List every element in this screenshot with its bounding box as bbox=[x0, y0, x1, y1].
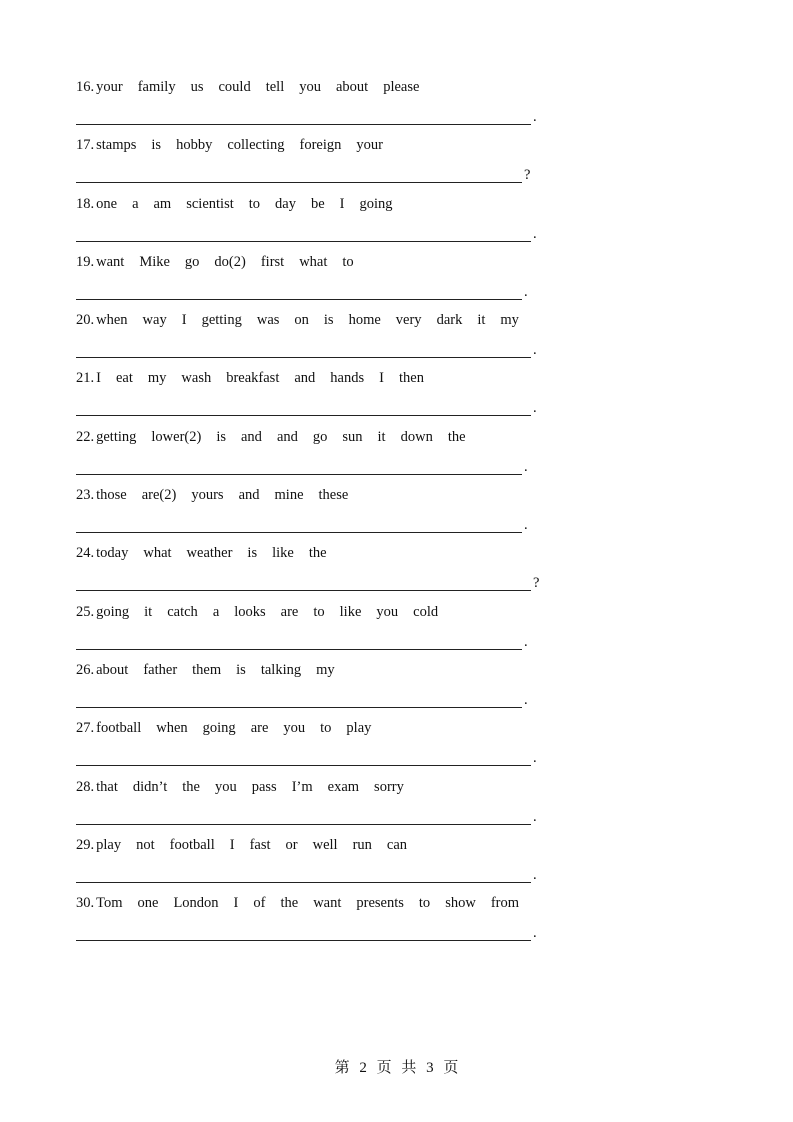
scrambled-word: football bbox=[169, 836, 215, 853]
scrambled-word: presents bbox=[356, 895, 404, 912]
scrambled-word: want bbox=[313, 895, 342, 912]
end-punctuation: . bbox=[524, 283, 528, 300]
scrambled-word: I bbox=[229, 836, 235, 853]
end-punctuation: . bbox=[533, 109, 537, 125]
answer-row bbox=[76, 632, 528, 650]
question-number: 29. bbox=[76, 836, 95, 853]
answer-row bbox=[76, 923, 537, 941]
scrambled-word: the bbox=[447, 428, 466, 445]
scrambled-word: is bbox=[323, 312, 334, 329]
scrambled-word: talking bbox=[260, 661, 302, 678]
question-item bbox=[76, 426, 596, 484]
scrambled-word: do(2) bbox=[214, 253, 246, 270]
question-item bbox=[76, 717, 596, 775]
scrambled-word: I bbox=[181, 312, 187, 329]
scrambled-word: are(2) bbox=[141, 487, 177, 504]
question-item bbox=[76, 892, 596, 950]
question-list bbox=[76, 76, 596, 950]
scrambled-word: I’m bbox=[291, 778, 313, 795]
scrambled-word: go bbox=[312, 428, 328, 445]
scrambled-word: father bbox=[143, 661, 178, 678]
question-item bbox=[76, 484, 596, 542]
scrambled-word: be bbox=[310, 195, 325, 212]
question-prompt bbox=[76, 661, 350, 679]
scrambled-word: play bbox=[346, 720, 372, 737]
scrambled-word: are bbox=[280, 603, 299, 620]
scrambled-word: it bbox=[144, 603, 153, 620]
answer-row bbox=[76, 282, 528, 300]
answer-blank-line[interactable] bbox=[76, 283, 522, 300]
scrambled-word: the bbox=[308, 545, 327, 562]
question-number: 24. bbox=[76, 545, 95, 562]
scrambled-word: is bbox=[236, 661, 246, 678]
scrambled-word: them bbox=[192, 661, 222, 678]
answer-row bbox=[76, 690, 528, 708]
scrambled-word: your bbox=[96, 79, 123, 95]
answer-blank-line[interactable] bbox=[76, 866, 531, 883]
question-item bbox=[76, 659, 596, 717]
scrambled-word: weather bbox=[186, 545, 233, 562]
scrambled-word: a bbox=[132, 195, 139, 212]
answer-row bbox=[76, 398, 537, 416]
question-prompt bbox=[76, 195, 408, 213]
scrambled-word: I bbox=[96, 370, 101, 387]
scrambled-word: collecting bbox=[227, 137, 285, 154]
scrambled-word: run bbox=[352, 836, 372, 853]
end-punctuation: . bbox=[524, 633, 528, 650]
scrambled-word: about bbox=[96, 661, 129, 678]
question-number: 16. bbox=[76, 79, 95, 95]
question-number: 21. bbox=[76, 370, 95, 387]
scrambled-word: cold bbox=[413, 603, 439, 620]
answer-blank-line[interactable] bbox=[76, 225, 531, 242]
answer-blank-line[interactable] bbox=[76, 399, 531, 416]
scrambled-word: to bbox=[418, 895, 431, 912]
question-item bbox=[76, 776, 596, 834]
end-punctuation: . bbox=[533, 866, 537, 883]
scrambled-word: catch bbox=[167, 603, 198, 620]
question-prompt bbox=[76, 369, 439, 387]
scrambled-word: of bbox=[253, 895, 266, 912]
answer-blank-line[interactable] bbox=[76, 691, 522, 708]
question-number: 28. bbox=[76, 778, 95, 795]
answer-row bbox=[76, 107, 537, 125]
scrambled-word: you bbox=[214, 778, 237, 795]
scrambled-word: like bbox=[339, 603, 362, 620]
scrambled-word: am bbox=[153, 195, 172, 212]
scrambled-word: my bbox=[147, 370, 167, 387]
scrambled-word: lower(2) bbox=[151, 428, 202, 445]
scrambled-word: exam bbox=[327, 778, 360, 795]
scrambled-word: football bbox=[96, 720, 142, 737]
scrambled-word: what bbox=[299, 253, 328, 270]
scrambled-word: those bbox=[96, 487, 127, 504]
end-punctuation: . bbox=[524, 517, 528, 534]
question-item bbox=[76, 76, 596, 134]
scrambled-word: like bbox=[272, 545, 294, 562]
scrambled-word: hands bbox=[330, 370, 365, 387]
question-number: 30. bbox=[76, 895, 95, 912]
scrambled-word: it bbox=[477, 312, 486, 329]
scrambled-word: that bbox=[96, 778, 118, 795]
scrambled-word: when bbox=[156, 720, 188, 737]
scrambled-word: you bbox=[299, 79, 321, 95]
question-number: 22. bbox=[76, 428, 95, 445]
page-footer: 第 2 页 共 3 页 bbox=[334, 1060, 459, 1076]
question-item bbox=[76, 367, 596, 425]
question-number: 18. bbox=[76, 195, 95, 212]
scrambled-word: is bbox=[151, 137, 162, 154]
scrambled-word: and bbox=[238, 487, 260, 504]
scrambled-word: could bbox=[218, 79, 251, 95]
question-item bbox=[76, 309, 596, 367]
scrambled-word: fast bbox=[249, 836, 271, 853]
answer-row bbox=[76, 573, 539, 591]
scrambled-word: well bbox=[312, 836, 338, 853]
answer-blank-line[interactable] bbox=[76, 458, 522, 475]
answer-blank-line[interactable] bbox=[76, 108, 531, 125]
end-punctuation: . bbox=[533, 925, 537, 942]
scrambled-word: yours bbox=[191, 487, 224, 504]
scrambled-word: one bbox=[137, 895, 159, 912]
scrambled-word: to bbox=[320, 720, 332, 737]
scrambled-word: family bbox=[137, 79, 176, 95]
end-punctuation: . bbox=[533, 225, 537, 242]
scrambled-word: way bbox=[142, 312, 167, 329]
scrambled-word: from bbox=[490, 895, 519, 912]
question-prompt bbox=[76, 428, 481, 446]
question-number: 23. bbox=[76, 487, 95, 504]
question-item bbox=[76, 542, 596, 600]
answer-row bbox=[76, 807, 537, 825]
scrambled-word: sorry bbox=[374, 778, 404, 795]
scrambled-word: us bbox=[190, 79, 204, 95]
question-prompt bbox=[76, 253, 369, 271]
scrambled-word: it bbox=[377, 428, 386, 445]
scrambled-word: is bbox=[216, 428, 226, 445]
end-punctuation: . bbox=[533, 400, 537, 417]
answer-row bbox=[76, 457, 528, 475]
answer-blank-line[interactable] bbox=[76, 341, 531, 358]
end-punctuation: ? bbox=[533, 575, 540, 592]
scrambled-word: and bbox=[276, 428, 298, 445]
answer-row bbox=[76, 748, 537, 766]
end-punctuation: . bbox=[533, 808, 537, 825]
scrambled-word: show bbox=[445, 895, 476, 912]
scrambled-word: go bbox=[184, 253, 200, 270]
scrambled-word: London bbox=[173, 895, 219, 912]
scrambled-word: day bbox=[275, 195, 296, 212]
scrambled-word: my bbox=[316, 661, 335, 678]
scrambled-word: what bbox=[143, 545, 172, 562]
answer-blank-line[interactable] bbox=[76, 516, 522, 533]
scrambled-word: please bbox=[383, 79, 420, 95]
scrambled-word: to bbox=[313, 603, 325, 620]
question-prompt bbox=[76, 544, 342, 562]
scrambled-word: not bbox=[136, 836, 155, 853]
scrambled-word: scientist bbox=[186, 195, 234, 212]
scrambled-word: play bbox=[96, 836, 122, 853]
scrambled-word: eat bbox=[115, 370, 133, 387]
answer-blank-line[interactable] bbox=[76, 574, 531, 591]
question-prompt bbox=[76, 719, 386, 737]
scrambled-word: I bbox=[379, 370, 384, 387]
question-number: 27. bbox=[76, 720, 95, 737]
question-number: 25. bbox=[76, 603, 95, 620]
scrambled-word: didn’t bbox=[132, 778, 168, 795]
scrambled-word: mine bbox=[274, 487, 304, 504]
scrambled-word: going bbox=[202, 720, 236, 737]
scrambled-word: dark bbox=[436, 312, 463, 329]
scrambled-word: to bbox=[342, 253, 354, 270]
scrambled-word: was bbox=[256, 312, 280, 329]
scrambled-word: you bbox=[376, 603, 399, 620]
scrambled-word: hobby bbox=[176, 137, 213, 154]
scrambled-word: the bbox=[182, 778, 200, 795]
scrambled-word: and bbox=[294, 370, 316, 387]
scrambled-word: very bbox=[395, 312, 422, 329]
question-prompt bbox=[76, 136, 398, 154]
scrambled-word: wash bbox=[181, 370, 212, 387]
scrambled-word: going bbox=[96, 603, 130, 620]
answer-row bbox=[76, 865, 537, 883]
scrambled-word: I bbox=[233, 895, 239, 912]
question-prompt bbox=[76, 603, 453, 621]
scrambled-word: looks bbox=[234, 603, 266, 620]
answer-blank-line[interactable] bbox=[76, 633, 522, 650]
question-prompt bbox=[76, 836, 422, 854]
scrambled-word: pass bbox=[251, 778, 277, 795]
question-item bbox=[76, 601, 596, 659]
scrambled-word: a bbox=[212, 603, 220, 620]
question-prompt bbox=[76, 894, 534, 912]
scrambled-word: about bbox=[335, 79, 369, 95]
question-prompt bbox=[76, 78, 434, 96]
answer-row bbox=[76, 165, 530, 183]
end-punctuation: . bbox=[524, 691, 528, 708]
question-number: 19. bbox=[76, 253, 95, 270]
scrambled-word: today bbox=[96, 545, 129, 562]
end-punctuation: . bbox=[533, 342, 537, 359]
scrambled-word: or bbox=[285, 836, 298, 853]
scrambled-word: my bbox=[500, 312, 519, 329]
question-item bbox=[76, 134, 596, 192]
scrambled-word: Tom bbox=[96, 895, 123, 912]
scrambled-word: these bbox=[318, 487, 349, 504]
question-number: 26. bbox=[76, 661, 95, 678]
scrambled-word: tell bbox=[265, 79, 285, 95]
answer-row bbox=[76, 340, 537, 358]
scrambled-word: sun bbox=[342, 428, 363, 445]
question-number: 17. bbox=[76, 137, 95, 154]
scrambled-word: want bbox=[96, 253, 125, 270]
question-item bbox=[76, 193, 596, 251]
scrambled-word: stamps bbox=[96, 137, 137, 154]
scrambled-word: you bbox=[283, 720, 306, 737]
scrambled-word: can bbox=[386, 836, 408, 853]
answer-blank-line[interactable] bbox=[76, 749, 531, 766]
scrambled-word: then bbox=[398, 370, 424, 387]
scrambled-word: are bbox=[250, 720, 269, 737]
answer-row bbox=[76, 515, 528, 533]
scrambled-word: home bbox=[348, 312, 381, 329]
answer-blank-line[interactable] bbox=[76, 166, 522, 183]
scrambled-word: breakfast bbox=[226, 370, 280, 387]
end-punctuation: ? bbox=[524, 167, 531, 184]
scrambled-word: going bbox=[359, 195, 393, 212]
question-number: 20. bbox=[76, 312, 95, 329]
end-punctuation: . bbox=[524, 458, 528, 475]
scrambled-word: the bbox=[280, 895, 299, 912]
question-prompt bbox=[76, 778, 419, 796]
scrambled-word: your bbox=[356, 137, 383, 154]
scrambled-word: one bbox=[96, 195, 118, 212]
question-prompt bbox=[76, 311, 534, 329]
scrambled-word: is bbox=[247, 545, 258, 562]
scrambled-word: I bbox=[339, 195, 345, 212]
scrambled-word: foreign bbox=[299, 137, 342, 154]
question-item bbox=[76, 834, 596, 892]
scrambled-word: Mike bbox=[139, 253, 170, 270]
scrambled-word: to bbox=[248, 195, 261, 212]
scrambled-word: getting bbox=[201, 312, 242, 329]
answer-blank-line[interactable] bbox=[76, 924, 531, 941]
scrambled-word: getting bbox=[96, 428, 137, 445]
scrambled-word: when bbox=[96, 312, 128, 329]
question-prompt bbox=[76, 486, 363, 504]
scrambled-word: down bbox=[400, 428, 433, 445]
question-item bbox=[76, 251, 596, 309]
end-punctuation: . bbox=[533, 750, 537, 767]
scrambled-word: on bbox=[294, 312, 309, 329]
scrambled-word: and bbox=[241, 428, 262, 445]
answer-row bbox=[76, 224, 537, 242]
answer-blank-line[interactable] bbox=[76, 808, 531, 825]
scrambled-word: first bbox=[260, 253, 285, 270]
